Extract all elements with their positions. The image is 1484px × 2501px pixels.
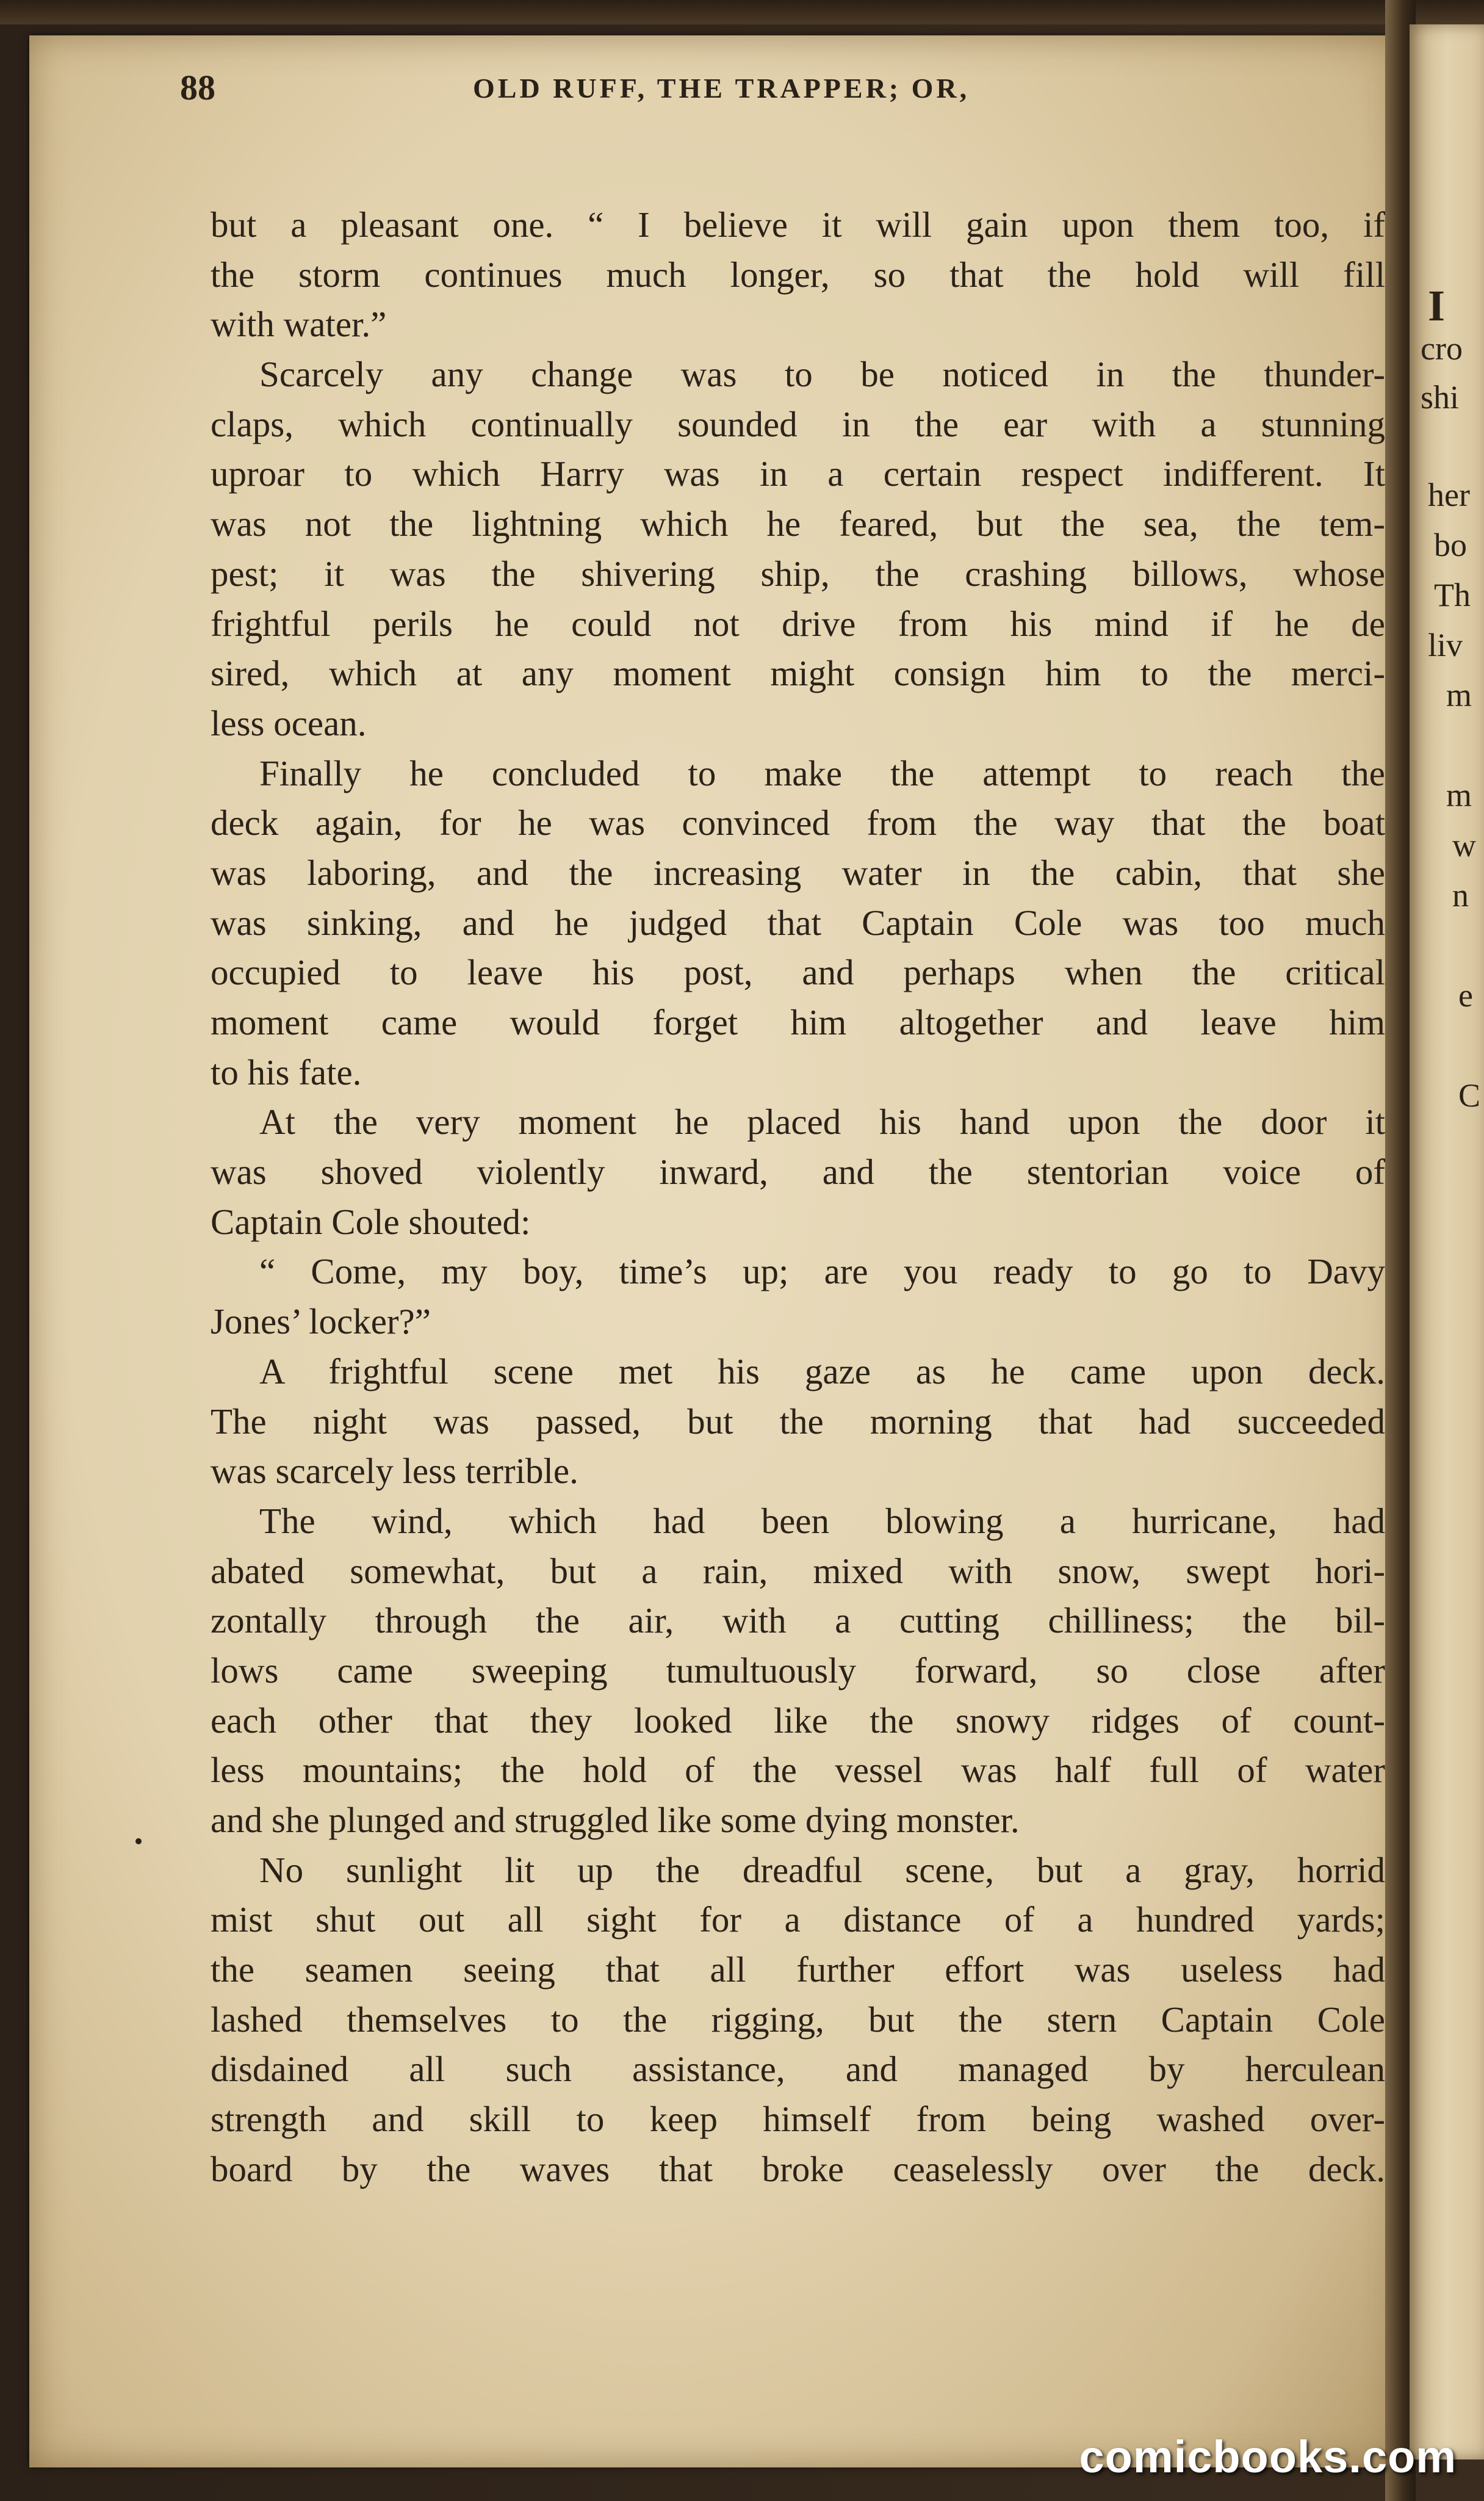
facing-page-fragment: w	[1452, 827, 1476, 864]
text-line: zontally through the air, with a cutting chilliness; the bil-	[211, 1600, 1385, 1641]
ink-speck	[135, 1838, 142, 1844]
facing-page-fragment: C	[1458, 1077, 1481, 1114]
text-line: lows came sweeping tumultuously forward, so close after	[211, 1650, 1385, 1691]
text-line: A frightful scene met his gaze as he came upon deck.	[259, 1351, 1385, 1391]
text-line: was sinking, and he judged that Captain Cole was too much	[211, 902, 1385, 943]
facing-page-fragment: n	[1452, 877, 1469, 914]
running-head: OLD RUFF, THE TRAPPER; OR,	[473, 73, 970, 104]
text-line: was laboring, and the increasing water in the cabin, that she	[211, 852, 1385, 893]
facing-page-fragment: bo	[1434, 527, 1467, 563]
body-text	[211, 200, 1385, 2195]
text-line: was shoved violently inward, and the stentorian voice of	[211, 1152, 1385, 1193]
facing-page-fragment: Th	[1434, 577, 1471, 613]
text-line: moment came would forget him altogether and leave him	[211, 1002, 1385, 1042]
text-line: disdained all such assistance, and managed by herculean	[211, 2049, 1385, 2090]
text-line: “ Come, my boy, time’s up; are you ready to go to Davy	[259, 1251, 1385, 1292]
page-number: 88	[180, 68, 215, 107]
text-line: The wind, which had been blowing a hurricane, had	[259, 1500, 1385, 1541]
text-line: abated somewhat, but a rain, mixed with snow, swept hori-	[211, 1550, 1385, 1591]
text-line: board by the waves that broke ceaselessly over the deck.	[211, 2148, 1385, 2189]
text-line: strength and skill to keep himself from being washed over-	[211, 2099, 1385, 2140]
text-line: deck again, for he was convinced from the way that the boat	[211, 803, 1385, 843]
text-line: occupied to leave his post, and perhaps when the critical	[211, 952, 1385, 993]
text-line: pest; it was the shivering ship, the crashing billows, whose	[211, 553, 1385, 594]
text-line: Scarcely any change was to be noticed in the thunder-	[259, 354, 1385, 395]
text-line: the seamen seeing that all further effort was useless had	[211, 1949, 1385, 1990]
text-line: each other that they looked like the snowy ridges of count-	[211, 1700, 1385, 1741]
facing-page-fragment: e	[1458, 977, 1473, 1014]
facing-page-fragment: cro	[1421, 330, 1463, 367]
text-line: claps, which continually sounded in the ear with a stunning	[211, 403, 1385, 444]
text-line: At the very moment he placed his hand upon the door it	[259, 1102, 1385, 1142]
text-line: Captain Cole shouted:	[211, 1201, 531, 1242]
text-line: was scarcely less terrible.	[211, 1451, 578, 1492]
text-line: less mountains; the hold of the vessel was half full of water	[211, 1750, 1385, 1791]
facing-page-fragment: m	[1446, 677, 1472, 713]
text-line: with water.”	[211, 304, 387, 345]
text-line: but a pleasant one. “ I believe it will gain upon them too, if	[211, 204, 1385, 245]
text-line: uproar to which Harry was in a certain respect indifferent. It	[211, 453, 1385, 494]
text-line: was not the lightning which he feared, but the sea, the tem-	[211, 503, 1385, 544]
page-header	[180, 67, 1400, 128]
text-line: mist shut out all sight for a distance of a hundred yards;	[211, 1899, 1385, 1940]
book-top-edge	[0, 0, 1484, 24]
facing-page-fragment: I	[1428, 281, 1446, 330]
site-watermark: comicbooks.com	[1079, 2431, 1457, 2482]
text-line: frightful perils he could not drive from his mind if he de	[211, 603, 1385, 644]
text-line: to his fate.	[211, 1052, 362, 1092]
text-line: sired, which at any moment might consign him to the merci-	[211, 653, 1385, 694]
facing-page-fragment: shi	[1421, 379, 1460, 416]
text-line: The night was passed, but the morning that had succeeded	[211, 1401, 1385, 1442]
facing-page-fragment: m	[1446, 777, 1472, 814]
facing-page-edge	[1410, 24, 1484, 2459]
text-line: No sunlight lit up the dreadful scene, but a gray, horrid	[259, 1849, 1385, 1890]
text-line: and she plunged and struggled like some dying monster.	[211, 1800, 1020, 1840]
text-line: lashed themselves to the rigging, but the stern Captain Cole	[211, 1999, 1385, 2040]
facing-page-fragment: her	[1428, 477, 1470, 513]
text-line: the storm continues much longer, so that the hold will fill	[211, 254, 1385, 295]
facing-page-fragment: liv	[1428, 627, 1463, 663]
text-line: Jones’ locker?”	[211, 1301, 431, 1342]
text-line: less ocean.	[211, 702, 367, 743]
text-line: Finally he concluded to make the attempt to reach the	[259, 752, 1385, 793]
